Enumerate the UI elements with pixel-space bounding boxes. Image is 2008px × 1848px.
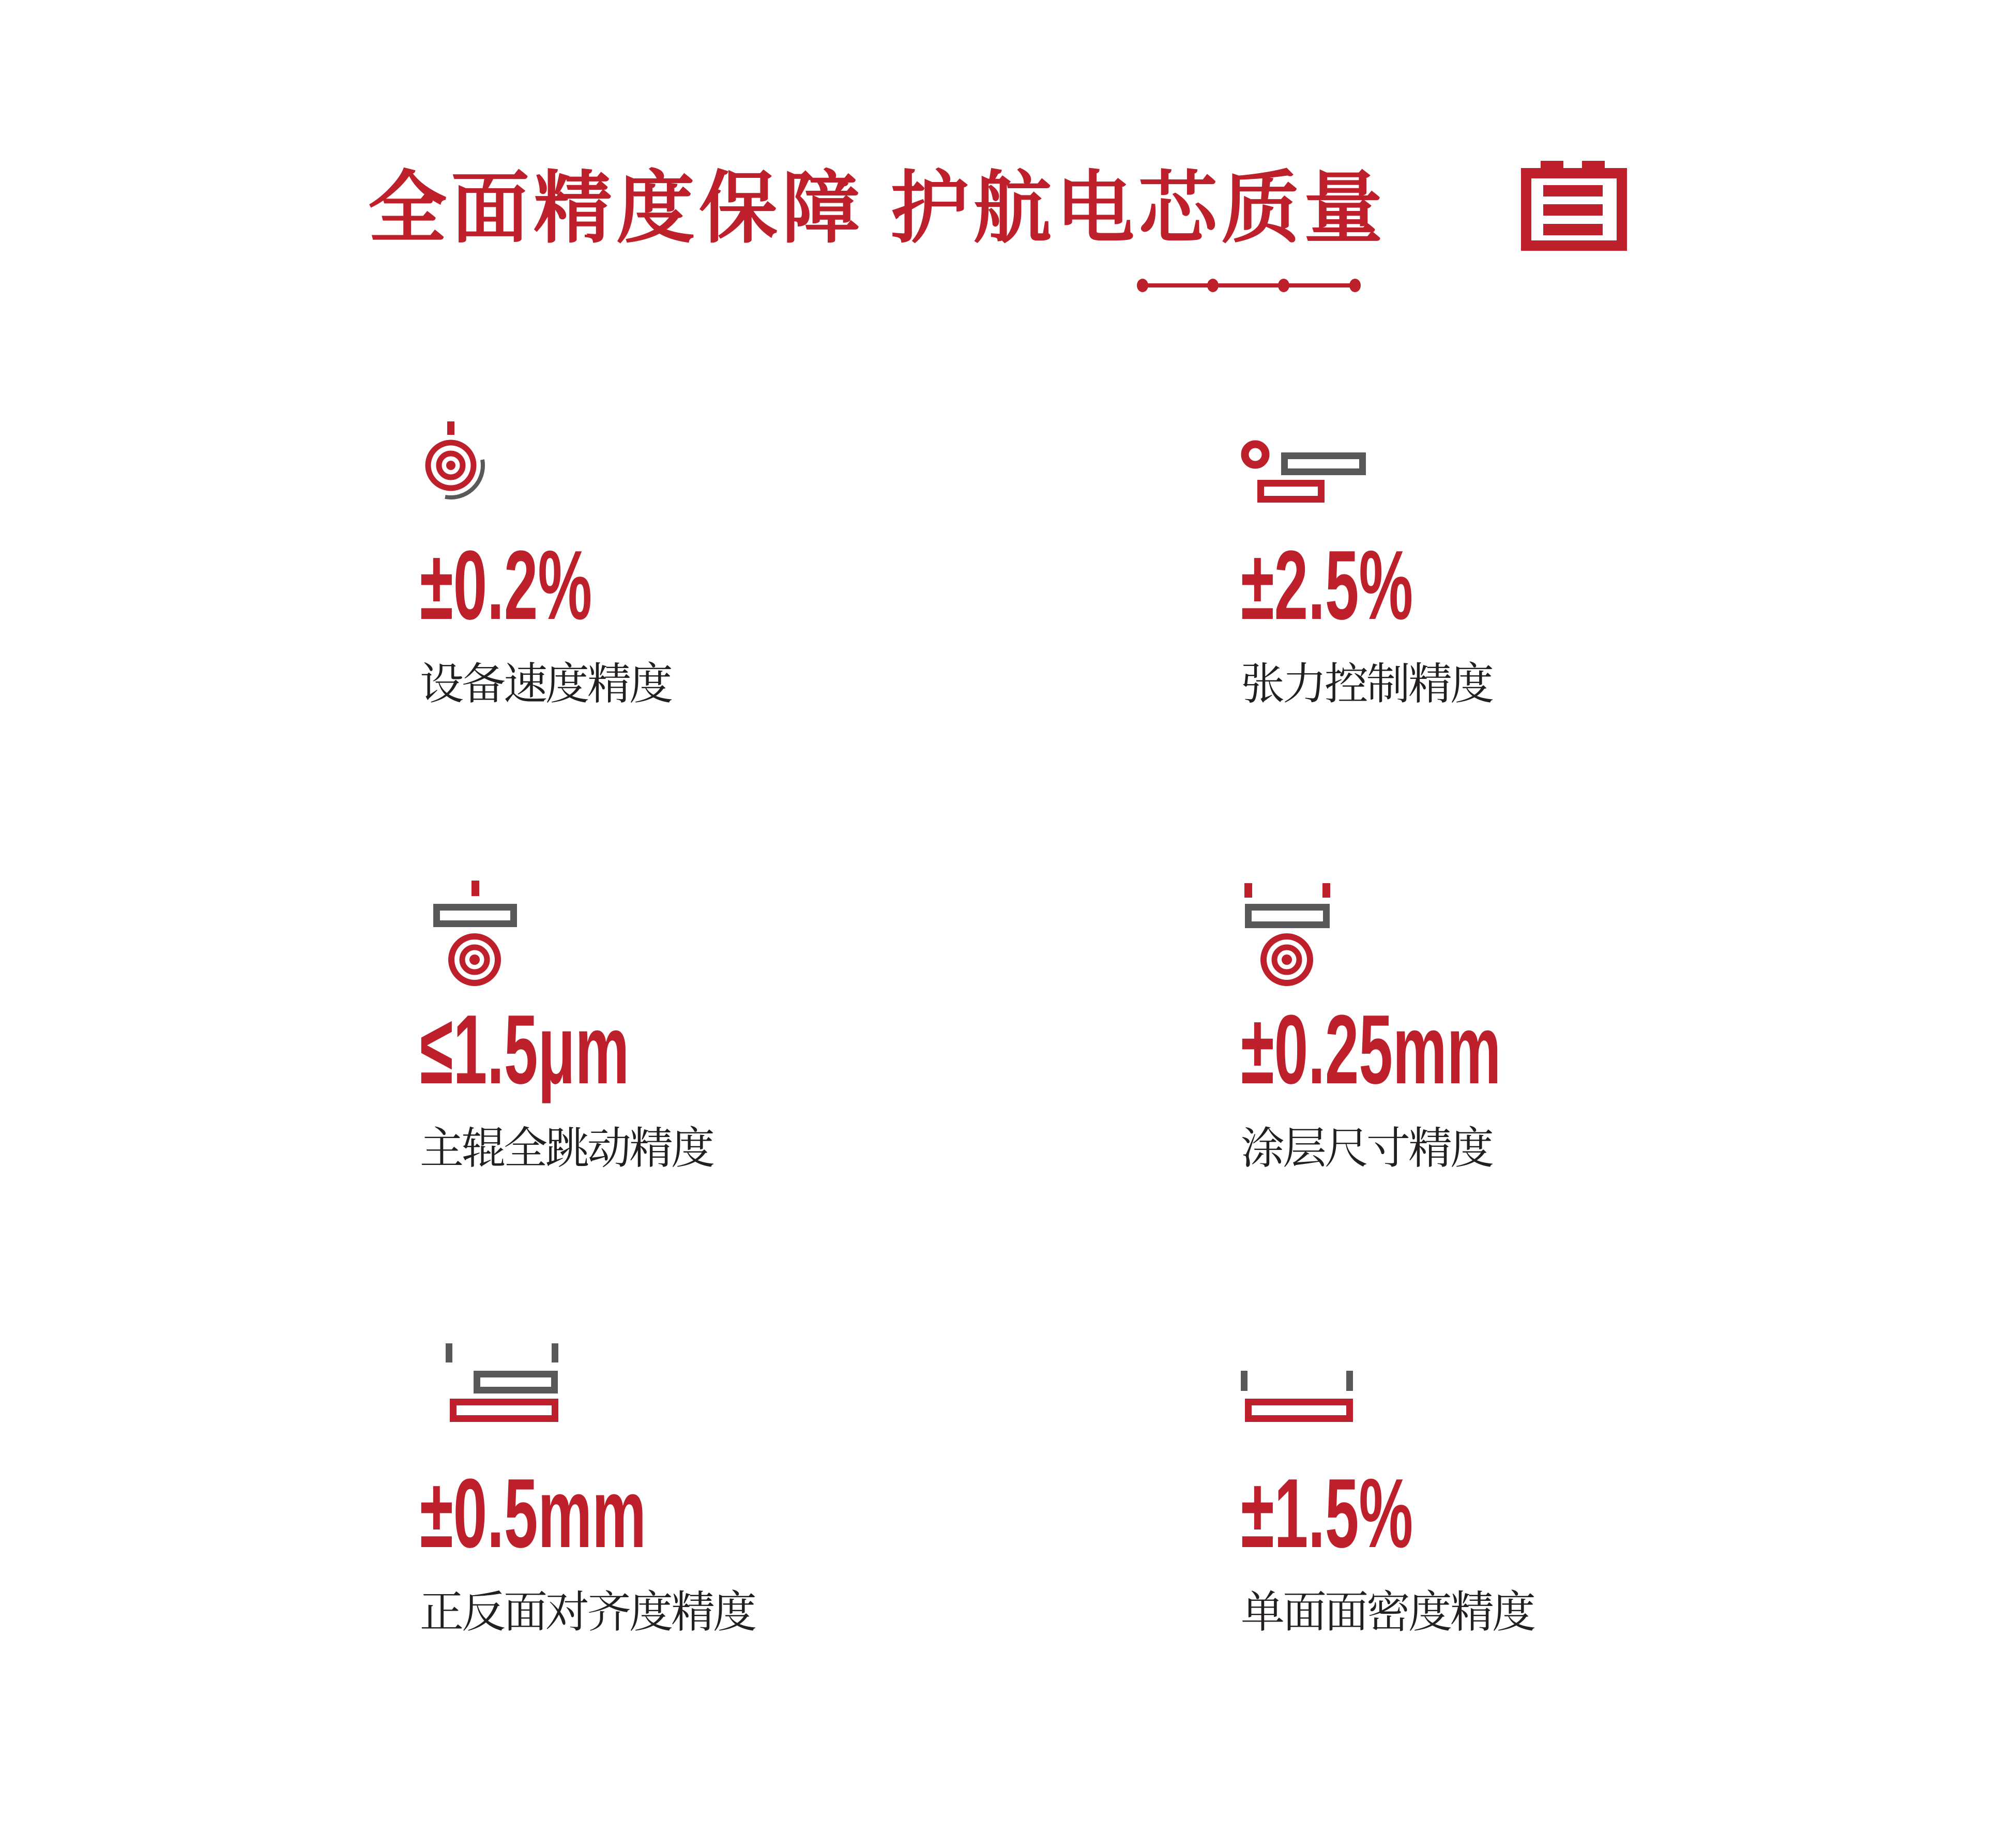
tension-control-icon — [1241, 411, 1370, 504]
roller-runout-icon — [420, 875, 523, 987]
stat-value: ±2.5% — [1241, 531, 1413, 640]
stat-label: 主辊全跳动精度 — [420, 1124, 713, 1173]
stat-item-equipment-speed — [420, 411, 1169, 732]
stat-value: ±0.5mm — [420, 1459, 646, 1568]
stat-value: ±0.25mm — [1241, 995, 1501, 1104]
stat-item-coating-dimension — [1241, 875, 1990, 1196]
stat-value: ≤1.5μm — [420, 995, 630, 1104]
title-underline-decoration — [1133, 278, 1363, 293]
alignment-icon — [420, 1339, 565, 1423]
stat-value: ±1.5% — [1241, 1459, 1413, 1568]
stat-item-areal-density — [1241, 1339, 1990, 1660]
stat-item-alignment — [420, 1339, 1169, 1660]
coating-dimension-icon — [1241, 875, 1344, 987]
battery-icon — [1521, 161, 1627, 251]
stat-item-tension-control — [1241, 411, 1990, 732]
stat-label: 单面面密度精度 — [1241, 1588, 1534, 1637]
areal-density-icon — [1241, 1339, 1355, 1423]
stat-label: 设备速度精度 — [420, 660, 672, 709]
roller-speed-icon — [420, 411, 503, 504]
page-title: 全面精度保障 护航电芯质量 — [368, 164, 1387, 252]
stat-label: 张力控制精度 — [1241, 660, 1493, 709]
stat-item-roller-runout — [420, 875, 1169, 1196]
stat-label: 涂层尺寸精度 — [1241, 1124, 1493, 1173]
stat-value: ±0.2% — [420, 531, 592, 640]
stat-label: 正反面对齐度精度 — [420, 1588, 755, 1637]
